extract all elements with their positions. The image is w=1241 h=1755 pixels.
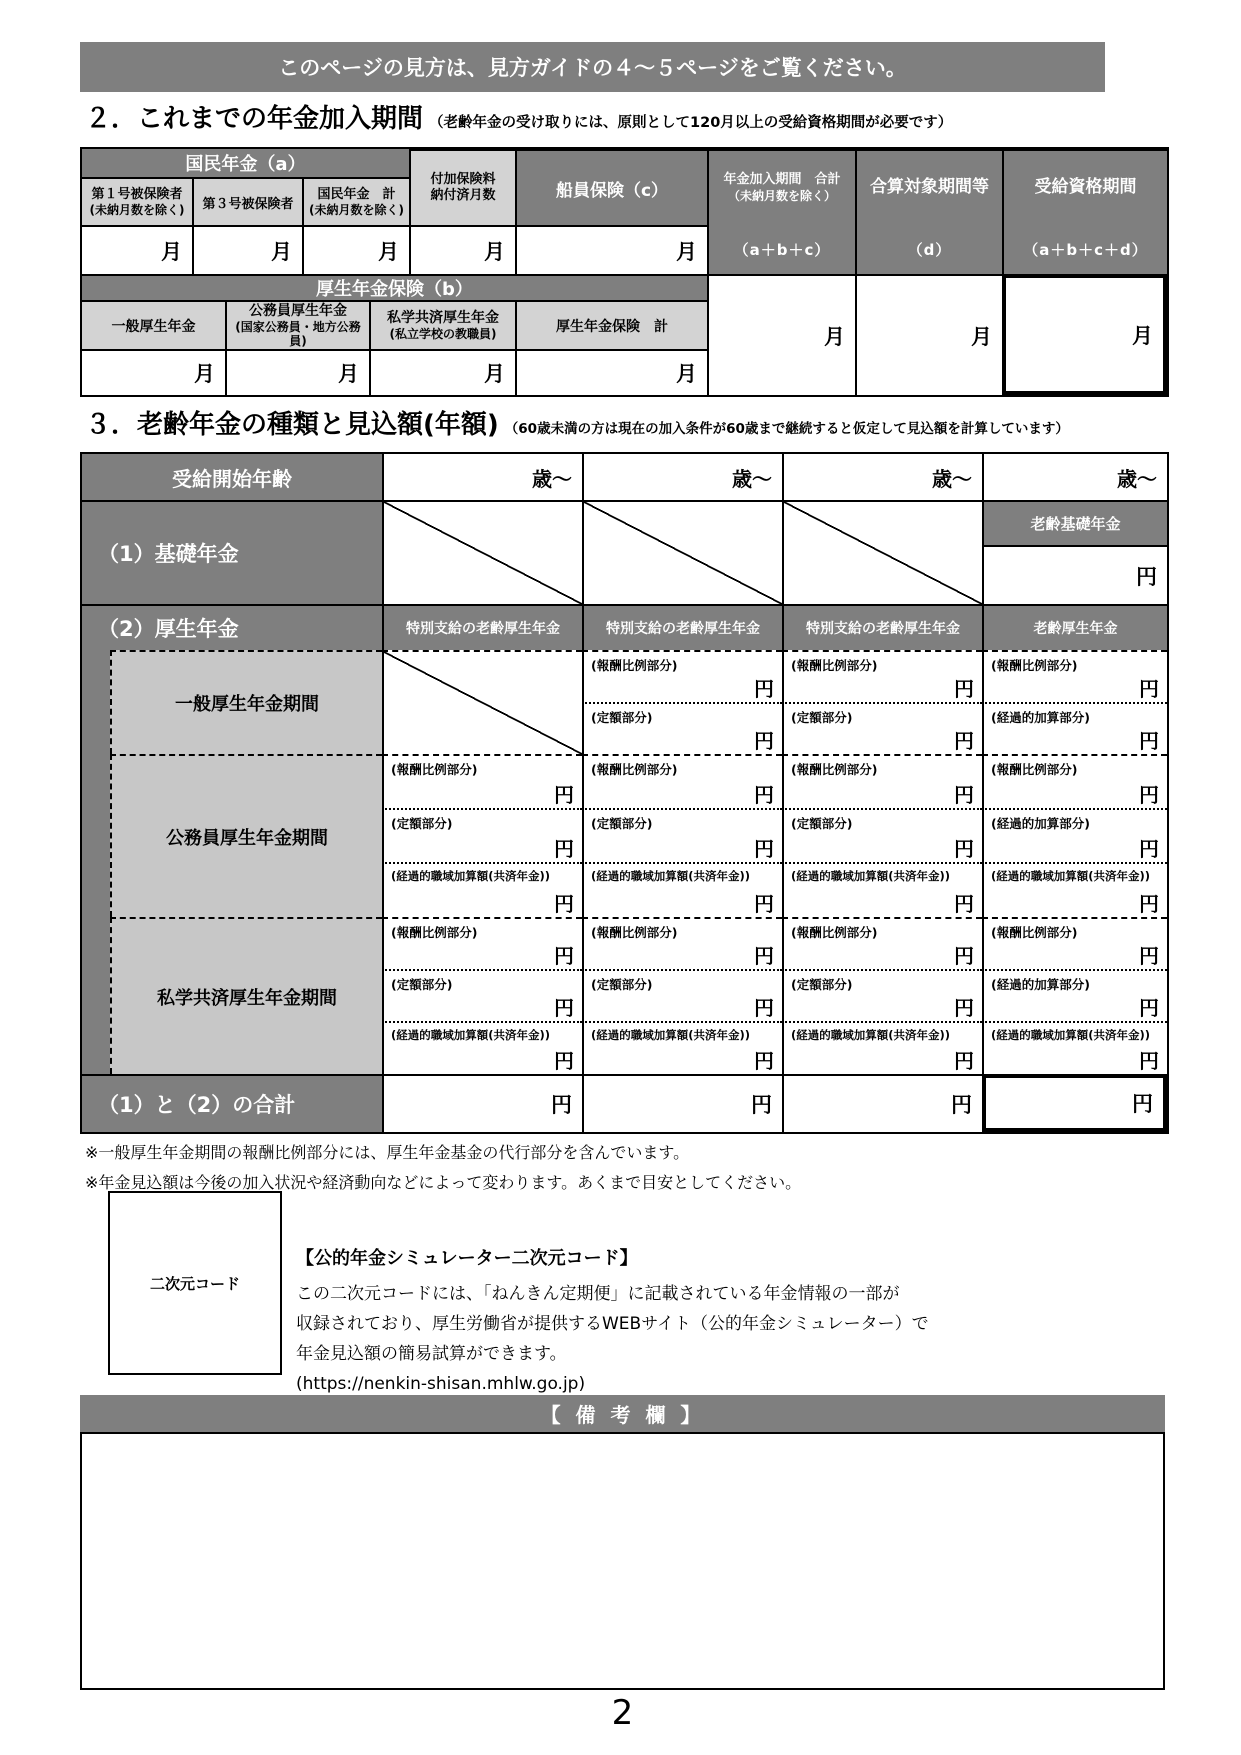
amount-cell: (定額部分) 円 bbox=[382, 808, 582, 862]
section2-heading bbox=[85, 98, 1195, 136]
aggregated-period-header: 合算対象期間等 （d） bbox=[855, 149, 1002, 274]
insured-no1-header: 第１号被保険者 (未納月数を除く) bbox=[82, 177, 192, 225]
qr-url: (https://nenkin-shisan.mhlw.go.jp) bbox=[296, 1374, 586, 1394]
national-pension-total-header: 国民年金 計 (未納月数を除く) bbox=[302, 177, 409, 225]
national-pension-header: 国民年金（a） bbox=[82, 149, 409, 177]
qr-text-line1: この二次元コードには、「ねんきん定期便」に記載されている年金情報の一部が bbox=[296, 1284, 900, 1304]
grand-total-amount-3: 円 bbox=[782, 1074, 982, 1132]
amount-cell: (定額部分) 円 bbox=[382, 969, 582, 1021]
qr-description bbox=[296, 1244, 1056, 1399]
age-column-2: 歳～ bbox=[582, 454, 782, 500]
private-school-header: 私学共済厚生年金 (私立学校の教職員) bbox=[369, 300, 515, 349]
total-period-header: 年金加入期間 合計 （未納月数を除く） （a＋b＋c） bbox=[707, 149, 855, 274]
additional-premium-header: 付加保険料 納付済月数 bbox=[409, 149, 515, 225]
diagonal-cell bbox=[782, 500, 982, 604]
amount-cell: (定額部分) 円 bbox=[782, 702, 982, 754]
remarks-header bbox=[80, 1395, 1165, 1432]
section2-title: ２．これまでの年金加入期間 bbox=[85, 104, 424, 134]
private-school-period-label: 私学共済厚生年金期間 bbox=[110, 917, 382, 1074]
amount-cell: (報酬比例部分) 円 bbox=[782, 650, 982, 702]
total-period-months: 月 bbox=[707, 274, 855, 395]
amount-cell: (経過的職域加算額(共済年金)) 円 bbox=[782, 1021, 982, 1074]
section3-title: ３．老齢年金の種類と見込額(年額) bbox=[85, 410, 499, 440]
grand-total-amount-4: 円 bbox=[982, 1074, 1167, 1132]
amount-cell: (報酬比例部分) 円 bbox=[982, 917, 1167, 969]
grand-total-amount-1: 円 bbox=[382, 1074, 582, 1132]
employees-pension-label: （2）厚生年金 bbox=[82, 604, 382, 650]
amount-cell: (報酬比例部分) 円 bbox=[382, 917, 582, 969]
diagonal-cell bbox=[382, 650, 582, 754]
civil-servant-months: 月 bbox=[225, 349, 369, 395]
amount-cell: (経過的職域加算額(共済年金)) 円 bbox=[782, 862, 982, 917]
insured-no1-months: 月 bbox=[82, 225, 192, 274]
amount-cell: (報酬比例部分) 円 bbox=[582, 917, 782, 969]
page-guide-banner bbox=[80, 42, 1105, 92]
amount-cell: (報酬比例部分) 円 bbox=[382, 754, 582, 808]
qualifying-period-months: 月 bbox=[1002, 274, 1167, 395]
qr-text-line3: 年金見込額の簡易試算ができます。 bbox=[296, 1344, 567, 1364]
qr-code-box bbox=[108, 1191, 282, 1375]
amount-cell: (経過的職域加算額(共済年金)) 円 bbox=[582, 862, 782, 917]
amount-cell: (定額部分) 円 bbox=[782, 969, 982, 1021]
footnotes bbox=[85, 1138, 801, 1198]
diagonal-cell bbox=[582, 500, 782, 604]
qr-heading: 【公的年金シミュレーター二次元コード】 bbox=[296, 1248, 638, 1269]
general-employees-months: 月 bbox=[82, 349, 225, 395]
basic-pension-label: （1）基礎年金 bbox=[82, 500, 382, 604]
qr-code-label: 二次元コード bbox=[149, 1274, 240, 1293]
amount-cell: (定額部分) 円 bbox=[582, 969, 782, 1021]
amount-cell: (経過的職域加算額(共済年金)) 円 bbox=[982, 862, 1167, 917]
civil-servant-period-label: 公務員厚生年金期間 bbox=[110, 754, 382, 917]
aggregated-period-months: 月 bbox=[855, 274, 1002, 395]
amount-cell: (報酬比例部分) 円 bbox=[582, 754, 782, 808]
general-employees-header: 一般厚生年金 bbox=[82, 300, 225, 349]
section3-note: （60歳未満の方は現在の加入条件が60歳まで継続すると仮定して見込額を計算しています） bbox=[504, 421, 1069, 437]
civil-servant-header: 公務員厚生年金 (国家公務員・地方公務員) bbox=[225, 300, 369, 349]
qualifying-period-formula: （a＋b＋c＋d） bbox=[1023, 241, 1148, 259]
insured-no3-months: 月 bbox=[192, 225, 302, 274]
grand-total-label: （1）と（2）の合計 bbox=[82, 1074, 382, 1132]
diagonal-cell bbox=[382, 500, 582, 604]
remarks-box bbox=[80, 1432, 1165, 1690]
amount-cell: (報酬比例部分) 円 bbox=[982, 650, 1167, 702]
insured-no3-header: 第３号被保険者 bbox=[192, 177, 302, 225]
amount-cell: (経過的加算部分) 円 bbox=[982, 969, 1167, 1021]
employees-pension-total-months: 月 bbox=[515, 349, 707, 395]
footnote-2: ※年金見込額は今後の加入状況や経済動向などによって変わります。あくまで目安としてください。 bbox=[85, 1173, 802, 1192]
start-age-header: 受給開始年齢 bbox=[82, 454, 382, 500]
aggregated-period-formula: （d） bbox=[907, 241, 952, 259]
amount-cell: (経過的職域加算額(共済年金)) 円 bbox=[382, 1021, 582, 1074]
employees-pension-header: 厚生年金保険（b） bbox=[82, 274, 707, 300]
amount-cell: (報酬比例部分) 円 bbox=[982, 754, 1167, 808]
seamen-insurance-months: 月 bbox=[515, 225, 707, 274]
amount-cell: (報酬比例部分) 円 bbox=[582, 650, 782, 702]
special-payment-header-3: 特別支給の老齢厚生年金 bbox=[782, 604, 982, 650]
age-column-1: 歳～ bbox=[382, 454, 582, 500]
amount-cell: (経過的職域加算額(共済年金)) 円 bbox=[382, 862, 582, 917]
private-school-months: 月 bbox=[369, 349, 515, 395]
amount-cell: (経過的職域加算額(共済年金)) 円 bbox=[982, 1021, 1167, 1074]
qr-text-line2: 収録されており、厚生労働省が提供するWEBサイト（公的年金シミュレーター）で bbox=[296, 1314, 929, 1334]
amount-cell: (経過的加算部分) 円 bbox=[982, 808, 1167, 862]
amount-cell: (報酬比例部分) 円 bbox=[782, 917, 982, 969]
old-age-basic-pension-amount: 円 bbox=[982, 545, 1167, 604]
amount-cell: (報酬比例部分) 円 bbox=[782, 754, 982, 808]
amount-cell: (経過的加算部分) 円 bbox=[982, 702, 1167, 754]
general-period-label: 一般厚生年金期間 bbox=[110, 650, 382, 754]
grand-total-amount-2: 円 bbox=[582, 1074, 782, 1132]
pension-estimate-table bbox=[80, 452, 1169, 1134]
national-pension-total-months: 月 bbox=[302, 225, 409, 274]
qualifying-period-header: 受給資格期間 （a＋b＋c＋d） bbox=[1002, 149, 1167, 274]
old-age-employees-pension-header: 老齢厚生年金 bbox=[982, 604, 1167, 650]
employees-pension-total-header: 厚生年金保険 計 bbox=[515, 300, 707, 349]
amount-cell: (定額部分) 円 bbox=[582, 808, 782, 862]
total-period-formula: （a＋b＋c） bbox=[733, 241, 831, 259]
old-age-basic-pension-header: 老齢基礎年金 bbox=[982, 500, 1167, 545]
enrollment-period-table bbox=[80, 147, 1169, 397]
amount-cell: (経過的職域加算額(共済年金)) 円 bbox=[582, 1021, 782, 1074]
page-number: 2 bbox=[611, 1693, 634, 1733]
remarks-title: 【 備 考 欄 】 bbox=[540, 1403, 705, 1427]
age-column-3: 歳～ bbox=[782, 454, 982, 500]
additional-premium-months: 月 bbox=[409, 225, 515, 274]
age-column-4: 歳～ bbox=[982, 454, 1167, 500]
section3-heading bbox=[85, 404, 1195, 442]
banner-text: このページの見方は、見方ガイドの４～５ページをご覧ください。 bbox=[278, 56, 907, 80]
special-payment-header-2: 特別支給の老齢厚生年金 bbox=[582, 604, 782, 650]
special-payment-header-1: 特別支給の老齢厚生年金 bbox=[382, 604, 582, 650]
amount-cell: (定額部分) 円 bbox=[582, 702, 782, 754]
section2-note: （老齢年金の受け取りには、原則として120月以上の受給資格期間が必要です） bbox=[429, 115, 953, 131]
left-strip bbox=[82, 650, 110, 1074]
amount-cell: (定額部分) 円 bbox=[782, 808, 982, 862]
seamen-insurance-header: 船員保険（c） bbox=[515, 149, 707, 225]
footnote-1: ※一般厚生年金期間の報酬比例部分には、厚生年金基金の代行部分を含んでいます。 bbox=[85, 1143, 690, 1162]
